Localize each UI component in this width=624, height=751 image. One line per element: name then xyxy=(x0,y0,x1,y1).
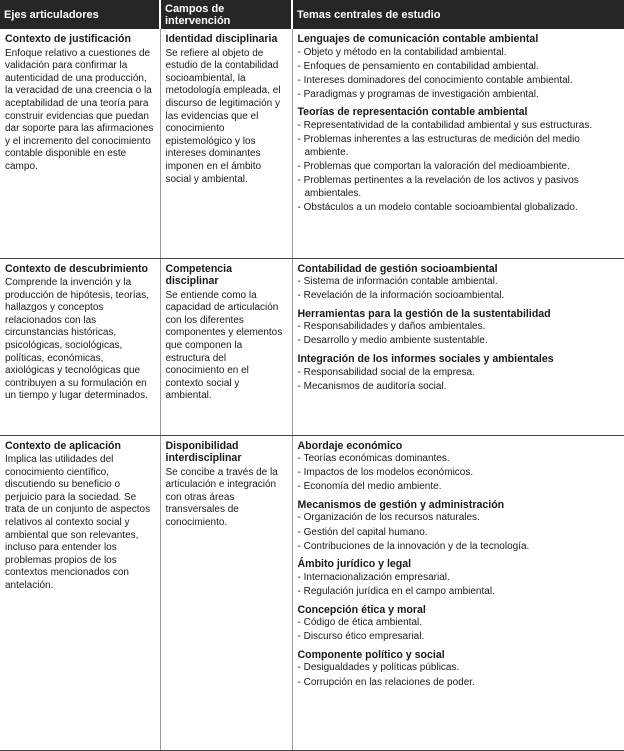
field-title: Identidad disciplinaria xyxy=(165,33,278,45)
theme-list xyxy=(298,120,620,214)
theme-list xyxy=(298,47,620,102)
theme-list xyxy=(298,453,620,494)
theme-group xyxy=(298,499,620,553)
theme-group xyxy=(298,353,620,393)
field-cell xyxy=(160,435,292,750)
field-title: Competencia disciplinar xyxy=(165,262,233,288)
field-description: Se entiende como la capacidad de articulación con los diferentes componentes y elementos que componen la estructura del conocimiento en el contexto social y ambiental. xyxy=(165,289,283,402)
themes-cell xyxy=(292,29,624,258)
theme-group-title: Componente político y social xyxy=(297,648,445,661)
theme-group xyxy=(298,440,620,494)
theme-item: - Internacionalización empresarial. xyxy=(298,572,620,585)
theme-group-title: Herramientas para la gestión de la sustentabilidad xyxy=(297,307,551,320)
theme-list xyxy=(298,321,620,348)
theme-list xyxy=(298,662,620,689)
theme-item: - Gestión del capital humano. xyxy=(298,527,620,540)
axis-cell xyxy=(0,435,160,750)
theme-item: - Teorías económicas dominantes. xyxy=(298,453,620,466)
theme-item: - Responsabilidad social de la empresa. xyxy=(298,367,620,380)
theme-item: - Código de ética ambiental. xyxy=(298,617,620,630)
theme-item: - Organización de los recursos naturales. xyxy=(298,512,620,525)
theme-item: - Desigualdades y políticas públicas. xyxy=(298,662,620,675)
theme-group-title: Concepción ética y moral xyxy=(297,603,426,616)
axis-description: Comprende la invención y la producción de hipótesis, teorías, hallazgos y conceptos relacionados con las circunstancias históricas, psicológicas, sociológicas, políticas, económicas, axiológicas y tecnológicas que contribuyen a su formulación en un tiempo y lugar determinados. xyxy=(5,277,149,402)
table-header-row xyxy=(0,0,624,29)
theme-group-title: Lenguajes de comunicación contable ambiental xyxy=(297,33,539,45)
theme-item: - Objeto y método en la contabilidad ambiental. xyxy=(298,47,620,60)
field-cell xyxy=(160,258,292,435)
header-ejes: Ejes articuladores xyxy=(0,0,160,29)
header-temas: Temas centrales de estudio xyxy=(292,0,624,29)
axis-description: Enfoque relativo a cuestiones de validación para confirmar la autenticidad de una producción, la veracidad de una creencia o la aceptabilidad de una teoría para construir evidencias que puedan dar soporte para las afirmaciones y el incremento del conocimiento contable disponible en este campo. xyxy=(5,47,154,172)
theme-list xyxy=(298,367,620,394)
theme-item: - Paradigmas y programas de investigación ambiental. xyxy=(298,89,620,102)
theme-group xyxy=(298,33,620,101)
table-row xyxy=(0,435,624,750)
theme-item: - Obstáculos a un modelo contable socioambiental globalizado. xyxy=(298,202,620,215)
theme-list xyxy=(298,512,620,553)
theme-list xyxy=(298,276,620,303)
theme-item: - Desarrollo y medio ambiente sustentable. xyxy=(298,335,620,348)
table-body xyxy=(0,29,624,750)
theme-item: - Contribuciones de la innovación y de la tecnología. xyxy=(298,541,620,554)
theme-group-title: Ámbito jurídico y legal xyxy=(297,558,412,571)
theme-group xyxy=(298,558,620,598)
theme-item: - Problemas pertinentes a la revelación de los activos y pasivos ambientales. xyxy=(298,175,620,200)
themes-cell xyxy=(292,258,624,435)
theme-group-title: Integración de los informes sociales y ambientales xyxy=(297,353,554,366)
theme-list xyxy=(298,617,620,644)
theme-group xyxy=(298,649,620,689)
axis-cell xyxy=(0,258,160,435)
field-title: Disponibilidad interdisciplinar xyxy=(165,439,242,465)
theme-item: - Problemas que comportan la valoración del medioambiente. xyxy=(298,161,620,174)
theme-group xyxy=(298,604,620,644)
theme-item: - Sistema de información contable ambiental. xyxy=(298,276,620,289)
axis-title: Contexto de aplicación xyxy=(5,439,121,452)
theme-group-title: Mecanismos de gestión y administración xyxy=(297,498,505,511)
field-cell xyxy=(160,29,292,258)
theme-group xyxy=(298,106,620,214)
theme-item: - Regulación jurídica en el campo ambiental. xyxy=(298,586,620,599)
axis-title: Contexto de justificación xyxy=(5,33,131,45)
table-row xyxy=(0,29,624,258)
axis-description: Implica las utilidades del conocimiento científico, discutiendo su beneficio o perjuicio para la sociedad. Se trata de un conjunto de aspectos relativos al contexto social y ambiental que son relevantes, incluso para entender los problemas propios de los contextos mencionados con antelación. xyxy=(5,454,151,592)
theme-item: - Intereses dominadores del conocimiento contable ambiental. xyxy=(298,75,620,88)
header-campos: Campos de intervención xyxy=(160,0,292,29)
theme-item: - Economía del medio ambiente. xyxy=(298,481,620,494)
theme-item: - Revelación de la información socioambiental. xyxy=(298,290,620,303)
theme-group-title: Abordaje económico xyxy=(297,439,403,452)
table-row xyxy=(0,258,624,435)
field-description: Se refiere al objeto de estudio de la contabilidad socioambiental, la metodología empleada, el discurso de legitimación y las evidencias que el conocimiento epistemológico y los intereses dominantes imponen en el ámbito social y ambiental. xyxy=(165,47,281,185)
themes-cell xyxy=(292,435,624,750)
theme-item: - Discurso ético empresarial. xyxy=(298,631,620,644)
axis-cell xyxy=(0,29,160,258)
theme-item: - Impactos de los modelos económicos. xyxy=(298,467,620,480)
axis-title: Contexto de descubrimiento xyxy=(5,262,149,275)
theme-item: - Responsabilidades y daños ambientales. xyxy=(298,321,620,334)
theme-item: - Mecanismos de auditoría social. xyxy=(298,381,620,394)
theme-item: - Representatividad de la contabilidad ambiental y sus estructuras. xyxy=(298,120,620,133)
field-description: Se concibe a través de la articulación e integración con otras áreas transversales de conocimiento. xyxy=(165,466,278,529)
theme-list xyxy=(298,572,620,599)
theme-group-title: Contabilidad de gestión socioambiental xyxy=(297,262,498,275)
theme-group-title: Teorías de representación contable ambiental xyxy=(297,106,528,119)
theme-item: - Enfoques de pensamiento en contabilidad ambiental. xyxy=(298,61,620,74)
theme-group xyxy=(298,263,620,303)
theme-group xyxy=(298,308,620,348)
theme-item: - Problemas inherentes a las estructuras de medición del medio ambiente. xyxy=(298,134,620,159)
theme-item: - Corrupción en las relaciones de poder. xyxy=(298,677,620,690)
